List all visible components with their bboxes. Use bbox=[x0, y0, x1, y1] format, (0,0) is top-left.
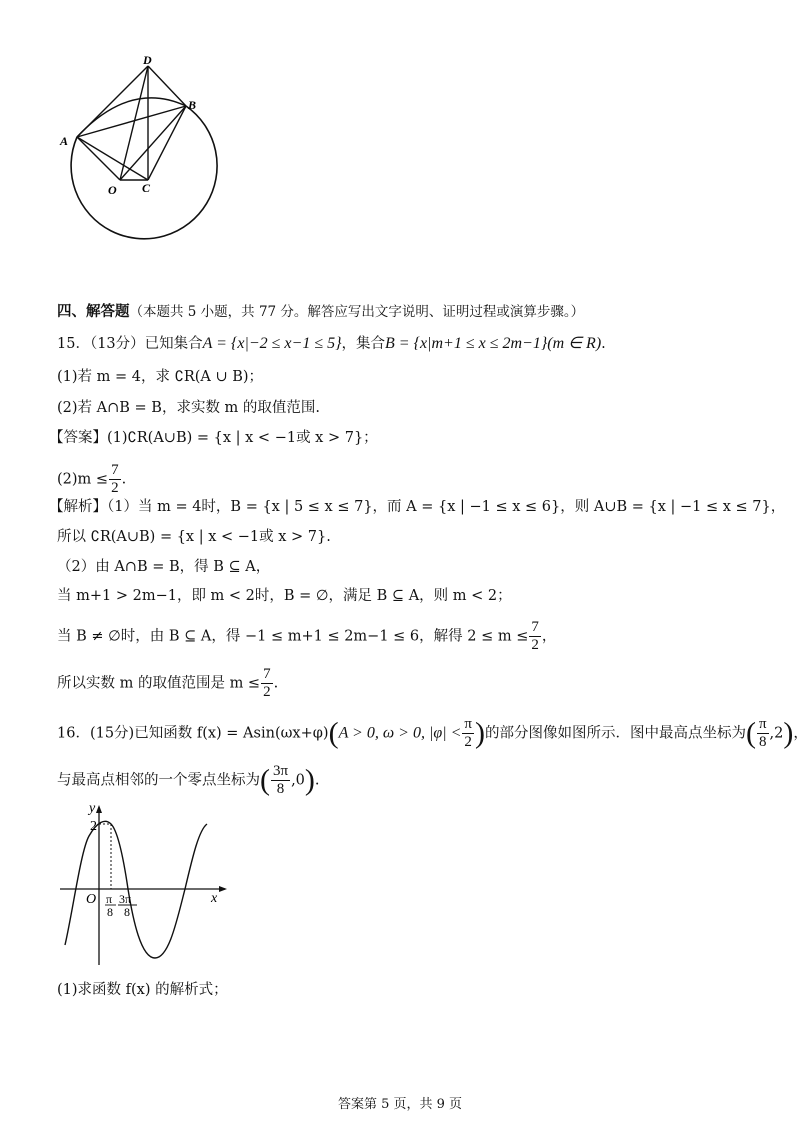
q16-line2-prefix: 与最高点相邻的一个零点坐标为 bbox=[57, 772, 260, 789]
frac-num: π bbox=[464, 716, 472, 732]
label-O: O bbox=[108, 183, 117, 197]
q15-part1: (1)若 m = 4，求 ∁R(A ∪ B)； bbox=[57, 369, 264, 385]
ytick-label: 2 bbox=[90, 819, 97, 834]
q15-answer-2 bbox=[57, 462, 126, 497]
frac-num: π bbox=[758, 716, 767, 732]
frac-den: 8 bbox=[759, 734, 767, 750]
q15-an6-suffix: . bbox=[273, 675, 279, 692]
page-footer: 答案第 5 页，共 9 页 bbox=[337, 1097, 463, 1112]
answer-tag: 【答案】 bbox=[49, 430, 107, 446]
q15-analysis-2: 所以 ∁R(A∪B) = {x | x < −1或 x > 7}. bbox=[57, 529, 331, 545]
q15-stem-a: 15．（13分）已知集合 bbox=[57, 336, 203, 352]
q16-zero-y: ,0 bbox=[291, 772, 305, 789]
section-header bbox=[57, 302, 584, 322]
frac-den: 2 bbox=[111, 480, 119, 496]
origin-label: O bbox=[86, 892, 97, 907]
xtick2-num: 3π bbox=[119, 892, 132, 906]
y-axis-arrow bbox=[96, 805, 102, 813]
section-heading: 四、解答题 bbox=[57, 303, 130, 320]
q15-stem-b: ，集合 bbox=[341, 336, 385, 352]
q15-an5-suffix: ， bbox=[541, 628, 557, 645]
q15-answer bbox=[49, 428, 378, 448]
frac-den: 2 bbox=[531, 637, 539, 653]
paren-right: ) bbox=[474, 716, 485, 750]
q16-cond: A > 0, ω > 0, |φ| < bbox=[338, 724, 462, 742]
paren-right: ) bbox=[304, 763, 315, 797]
sine-curve bbox=[65, 821, 207, 958]
q15-stem-end: . bbox=[601, 336, 606, 352]
q16-line2-end: . bbox=[314, 772, 320, 789]
q15-set-b: B = {x|m+1 ≤ x ≤ 2m−1}(m ∈ R) bbox=[385, 335, 602, 352]
q15-analysis-1 bbox=[49, 497, 786, 517]
q15-an1: （1）当 m = 4时，B = {x | 5 ≤ x ≤ 7}，而 A = {x | −1 ≤ x ≤ 6}，则 A∪B = {x | −1 ≤ x ≤ 7}， bbox=[107, 499, 786, 515]
q15-analysis-5 bbox=[57, 619, 556, 654]
q16-stem bbox=[57, 716, 808, 751]
q15-analysis-3: （2）由 A∩B = B，得 B ⊆ A， bbox=[57, 559, 271, 575]
xtick1-num: π bbox=[106, 892, 113, 906]
frac-num: 7 bbox=[111, 462, 119, 478]
geometry-figure bbox=[55, 55, 235, 270]
q15-ans2-prefix: (2)m ≤ bbox=[57, 471, 109, 488]
xtick1-den: 8 bbox=[107, 905, 113, 919]
label-B: B bbox=[188, 98, 197, 112]
paren-left: ( bbox=[260, 763, 270, 797]
analysis-tag: 【解析】 bbox=[49, 499, 107, 515]
frac-num: 7 bbox=[531, 619, 539, 635]
xtick2-den: 8 bbox=[124, 905, 130, 919]
label-D: D bbox=[143, 53, 152, 67]
paren-left: ( bbox=[328, 716, 339, 750]
paren-left: ( bbox=[745, 716, 756, 750]
fraction-7-2 bbox=[261, 666, 273, 701]
fraction-7-2 bbox=[109, 462, 121, 497]
frac-den: 2 bbox=[263, 684, 271, 700]
q15-part2: (2)若 A∩B = B，求实数 m 的取值范围. bbox=[57, 400, 321, 416]
paren-right: ) bbox=[783, 716, 794, 750]
fraction-pi-8 bbox=[757, 716, 769, 751]
q15-analysis-6 bbox=[57, 666, 278, 701]
section-note: （本题共 5 小题，共 77 分。解答应写出文字说明、证明过程或演算步骤。） bbox=[129, 304, 585, 320]
frac-den: 2 bbox=[464, 734, 472, 750]
circle-arc bbox=[71, 106, 217, 239]
q15-an6-prefix: 所以实数 m 的取值范围是 m ≤ bbox=[57, 675, 261, 692]
fraction-7-2 bbox=[529, 619, 541, 654]
q16-stem-a: 16．(15分)已知函数 f(x) = Asin(ωx+φ) bbox=[57, 725, 329, 742]
segment-AC bbox=[77, 137, 148, 180]
x-axis-arrow bbox=[219, 886, 227, 892]
q16-part1: (1)求函数 f(x) 的解析式； bbox=[57, 982, 228, 998]
q15-analysis-4: 当 m+1 > 2m−1，即 m < 2时，B = ∅，满足 B ⊆ A，则 m < 2； bbox=[57, 588, 512, 604]
q15-an5-prefix: 当 B ≠ ∅时，由 B ⊆ A，得 −1 ≤ m+1 ≤ 2m−1 ≤ 6，解得 2 ≤ m ≤ bbox=[57, 628, 529, 645]
q16-peak-y: ,2 bbox=[769, 725, 784, 742]
q16-stem-b: 的部分图像如图所示．图中最高点坐标为 bbox=[484, 725, 746, 742]
label-A: A bbox=[60, 134, 69, 148]
q16-line2 bbox=[57, 763, 320, 798]
q15-ans2-suffix: . bbox=[121, 471, 127, 488]
x-label: x bbox=[211, 891, 218, 906]
label-C: C bbox=[142, 181, 151, 195]
q15-set-a: A = {x|−2 ≤ x−1 ≤ 5} bbox=[202, 335, 342, 352]
q16-stem-end: ， bbox=[793, 725, 808, 742]
frac-num: 3π bbox=[273, 763, 289, 779]
fraction-pi-2 bbox=[462, 716, 474, 751]
q15-answer-1: (1)∁R(A∪B) = {x | x < −1或 x > 7}； bbox=[107, 430, 378, 446]
q15-stem bbox=[57, 334, 606, 354]
frac-num: 7 bbox=[263, 666, 271, 682]
y-label: y bbox=[89, 801, 96, 816]
sine-graph bbox=[55, 800, 240, 970]
frac-den: 8 bbox=[276, 781, 285, 797]
fraction-3pi-8 bbox=[271, 763, 290, 798]
